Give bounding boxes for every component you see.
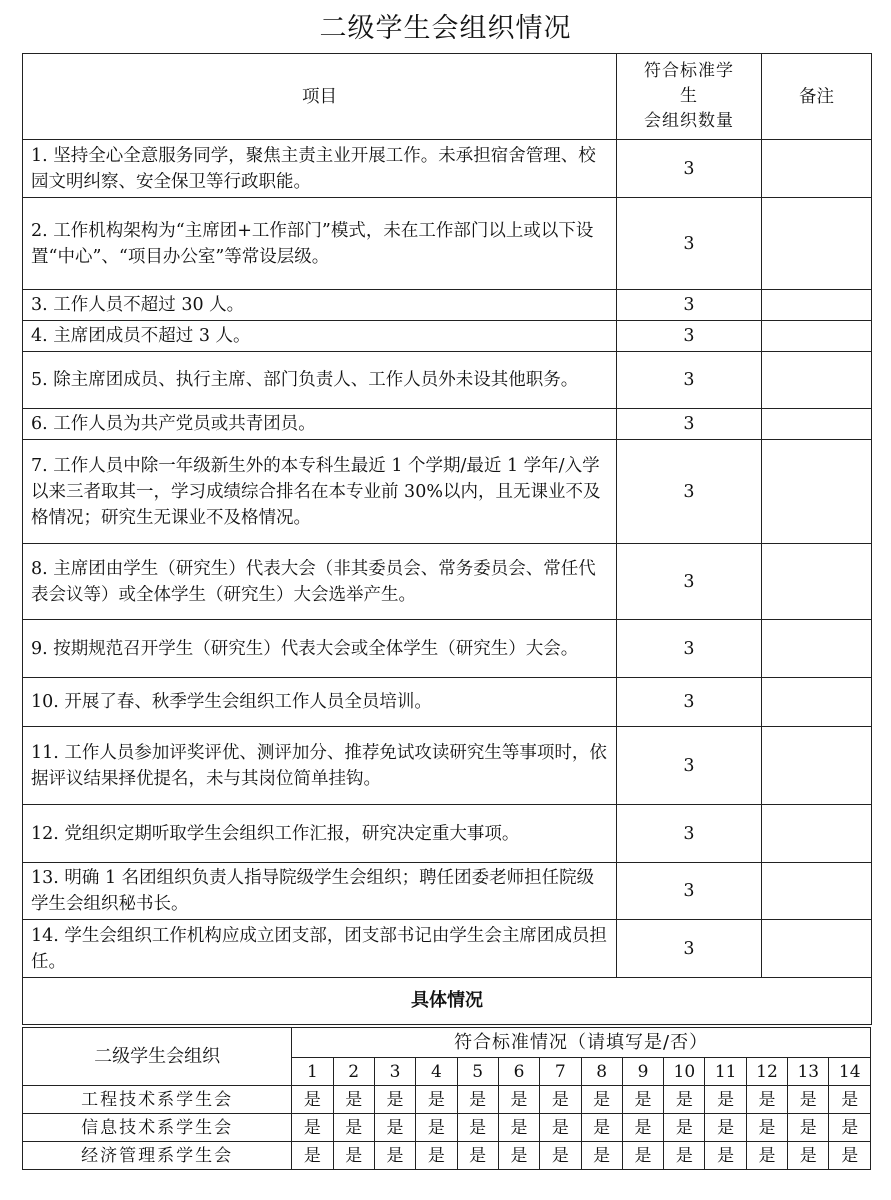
criteria-count: 3 bbox=[617, 620, 762, 678]
compliance-cell: 是 bbox=[829, 1142, 871, 1170]
compliance-cell: 是 bbox=[540, 1142, 581, 1170]
criteria-count: 3 bbox=[617, 440, 762, 544]
detail-heading-row bbox=[23, 978, 872, 1025]
criteria-note bbox=[762, 409, 872, 440]
criteria-row bbox=[23, 805, 872, 863]
standard-number: 4 bbox=[416, 1058, 457, 1086]
standard-number: 1 bbox=[292, 1058, 333, 1086]
standard-number: 7 bbox=[540, 1058, 581, 1086]
criteria-row bbox=[23, 140, 872, 198]
standard-number: 3 bbox=[374, 1058, 415, 1086]
criteria-count: 3 bbox=[617, 678, 762, 727]
criteria-count: 3 bbox=[617, 198, 762, 290]
org-row bbox=[23, 1086, 871, 1114]
compliance-cell: 是 bbox=[457, 1086, 498, 1114]
compliance-cell: 是 bbox=[705, 1142, 746, 1170]
org-name: 经济管理系学生会 bbox=[23, 1142, 292, 1170]
compliance-cell: 是 bbox=[581, 1114, 622, 1142]
compliance-cell: 是 bbox=[457, 1114, 498, 1142]
compliance-cell: 是 bbox=[333, 1142, 374, 1170]
compliance-cell: 是 bbox=[622, 1086, 663, 1114]
org-name: 信息技术系学生会 bbox=[23, 1114, 292, 1142]
org-name: 工程技术系学生会 bbox=[23, 1086, 292, 1114]
compliance-cell: 是 bbox=[540, 1086, 581, 1114]
criteria-text: 14. 学生会组织工作机构应成立团支部，团支部书记由学生会主席团成员担任。 bbox=[23, 920, 617, 978]
standard-number: 8 bbox=[581, 1058, 622, 1086]
compliance-cell: 是 bbox=[746, 1142, 787, 1170]
criteria-count: 3 bbox=[617, 140, 762, 198]
criteria-text: 7. 工作人员中除一年级新生外的本专科生最近 1 个学期/最近 1 学年/入学以来三者取其一，学习成绩综合排名在本专业前 30%以内，且无课业不及格情况；研究生无课业不及格情况。 bbox=[23, 440, 617, 544]
criteria-text: 9. 按期规范召开学生（研究生）代表大会或全体学生（研究生）大会。 bbox=[23, 620, 617, 678]
standard-number: 2 bbox=[333, 1058, 374, 1086]
item-header: 项目 bbox=[23, 54, 617, 140]
compliance-cell: 是 bbox=[333, 1086, 374, 1114]
compliance-cell: 是 bbox=[416, 1142, 457, 1170]
criteria-row bbox=[23, 863, 872, 920]
count-header-line: 会组织数量 bbox=[644, 111, 734, 131]
compliance-cell: 是 bbox=[374, 1114, 415, 1142]
criteria-note bbox=[762, 321, 872, 352]
criteria-note bbox=[762, 544, 872, 620]
compliance-cell: 是 bbox=[292, 1114, 333, 1142]
criteria-note bbox=[762, 440, 872, 544]
compliance-cell: 是 bbox=[705, 1114, 746, 1142]
criteria-note bbox=[762, 290, 872, 321]
count-header-line: 生 bbox=[680, 86, 698, 106]
compliance-cell: 是 bbox=[746, 1086, 787, 1114]
criteria-row bbox=[23, 440, 872, 544]
criteria-count: 3 bbox=[617, 920, 762, 978]
criteria-row bbox=[23, 620, 872, 678]
criteria-text: 3. 工作人员不超过 30 人。 bbox=[23, 290, 617, 321]
standard-number: 11 bbox=[705, 1058, 746, 1086]
criteria-note bbox=[762, 198, 872, 290]
page-title: 二级学生会组织情况 bbox=[319, 13, 572, 44]
compliance-cell: 是 bbox=[498, 1086, 539, 1114]
compliance-cell: 是 bbox=[746, 1114, 787, 1142]
compliance-cell: 是 bbox=[788, 1086, 829, 1114]
standard-number: 5 bbox=[457, 1058, 498, 1086]
criteria-row bbox=[23, 321, 872, 352]
org-row bbox=[23, 1142, 871, 1170]
compliance-cell: 是 bbox=[292, 1086, 333, 1114]
criteria-note bbox=[762, 352, 872, 409]
criteria-text: 4. 主席团成员不超过 3 人。 bbox=[23, 321, 617, 352]
compliance-cell: 是 bbox=[416, 1114, 457, 1142]
criteria-row bbox=[23, 544, 872, 620]
criteria-count: 3 bbox=[617, 409, 762, 440]
criteria-count: 3 bbox=[617, 321, 762, 352]
compliance-cell: 是 bbox=[581, 1142, 622, 1170]
criteria-count: 3 bbox=[617, 290, 762, 321]
compliance-cell: 是 bbox=[622, 1114, 663, 1142]
criteria-row bbox=[23, 352, 872, 409]
criteria-count: 3 bbox=[617, 352, 762, 409]
compliance-cell: 是 bbox=[292, 1142, 333, 1170]
compliance-cell: 是 bbox=[622, 1142, 663, 1170]
grid-header-row bbox=[23, 1028, 871, 1058]
criteria-count: 3 bbox=[617, 863, 762, 920]
criteria-note bbox=[762, 678, 872, 727]
criteria-row bbox=[23, 409, 872, 440]
criteria-note bbox=[762, 727, 872, 805]
standard-number: 9 bbox=[622, 1058, 663, 1086]
compliance-cell: 是 bbox=[333, 1114, 374, 1142]
compliance-cell: 是 bbox=[416, 1086, 457, 1114]
criteria-text: 8. 主席团由学生（研究生）代表大会（非其委员会、常务委员会、常任代表会议等）或全体学生（研究生）大会选举产生。 bbox=[23, 544, 617, 620]
standard-number: 10 bbox=[664, 1058, 705, 1086]
compliance-cell: 是 bbox=[664, 1086, 705, 1114]
criteria-text: 2. 工作机构架构为“主席团+工作部门”模式，未在工作部门以上或以下设置“中心”、“项目办公室”等常设层级。 bbox=[23, 198, 617, 290]
org-column-header: 二级学生会组织 bbox=[23, 1028, 292, 1086]
criteria-row bbox=[23, 920, 872, 978]
criteria-note bbox=[762, 863, 872, 920]
compliance-cell: 是 bbox=[540, 1114, 581, 1142]
criteria-row bbox=[23, 198, 872, 290]
criteria-note bbox=[762, 620, 872, 678]
standard-number: 14 bbox=[829, 1058, 871, 1086]
criteria-count: 3 bbox=[617, 805, 762, 863]
criteria-row bbox=[23, 727, 872, 805]
compliance-cell: 是 bbox=[498, 1114, 539, 1142]
criteria-count: 3 bbox=[617, 727, 762, 805]
standard-number: 12 bbox=[746, 1058, 787, 1086]
criteria-table bbox=[22, 53, 872, 1025]
compliance-grid bbox=[22, 1027, 871, 1170]
standard-number: 13 bbox=[788, 1058, 829, 1086]
compliance-cell: 是 bbox=[457, 1142, 498, 1170]
standard-column-header: 符合标准情况（请填写是/否） bbox=[292, 1028, 871, 1058]
criteria-note bbox=[762, 805, 872, 863]
criteria-note bbox=[762, 140, 872, 198]
criteria-text: 1. 坚持全心全意服务同学，聚焦主责主业开展工作。未承担宿舍管理、校园文明纠察、安全保卫等行政职能。 bbox=[23, 140, 617, 198]
compliance-cell: 是 bbox=[829, 1114, 871, 1142]
criteria-header-row bbox=[23, 54, 872, 140]
compliance-cell: 是 bbox=[498, 1142, 539, 1170]
criteria-count: 3 bbox=[617, 544, 762, 620]
compliance-cell: 是 bbox=[374, 1142, 415, 1170]
compliance-cell: 是 bbox=[829, 1086, 871, 1114]
compliance-cell: 是 bbox=[705, 1086, 746, 1114]
detail-heading: 具体情况 bbox=[23, 978, 872, 1025]
criteria-text: 6. 工作人员为共产党员或共青团员。 bbox=[23, 409, 617, 440]
standard-number: 6 bbox=[498, 1058, 539, 1086]
org-row bbox=[23, 1114, 871, 1142]
compliance-cell: 是 bbox=[581, 1086, 622, 1114]
criteria-text: 12. 党组织定期听取学生会组织工作汇报，研究决定重大事项。 bbox=[23, 805, 617, 863]
compliance-cell: 是 bbox=[664, 1142, 705, 1170]
criteria-text: 5. 除主席团成员、执行主席、部门负责人、工作人员外未设其他职务。 bbox=[23, 352, 617, 409]
count-header-line: 符合标准学 bbox=[644, 61, 734, 81]
criteria-text: 13. 明确 1 名团组织负责人指导院级学生会组织；聘任团委老师担任院级学生会组织秘书长。 bbox=[23, 863, 617, 920]
criteria-row bbox=[23, 290, 872, 321]
compliance-cell: 是 bbox=[788, 1114, 829, 1142]
criteria-note bbox=[762, 920, 872, 978]
compliance-cell: 是 bbox=[374, 1086, 415, 1114]
criteria-text: 11. 工作人员参加评奖评优、测评加分、推荐免试攻读研究生等事项时，依据评议结果择优提名，未与其岗位简单挂钩。 bbox=[23, 727, 617, 805]
criteria-text: 10. 开展了春、秋季学生会组织工作人员全员培训。 bbox=[23, 678, 617, 727]
note-header: 备注 bbox=[762, 54, 872, 140]
criteria-row bbox=[23, 678, 872, 727]
compliance-cell: 是 bbox=[788, 1142, 829, 1170]
count-header bbox=[617, 54, 762, 140]
compliance-cell: 是 bbox=[664, 1114, 705, 1142]
